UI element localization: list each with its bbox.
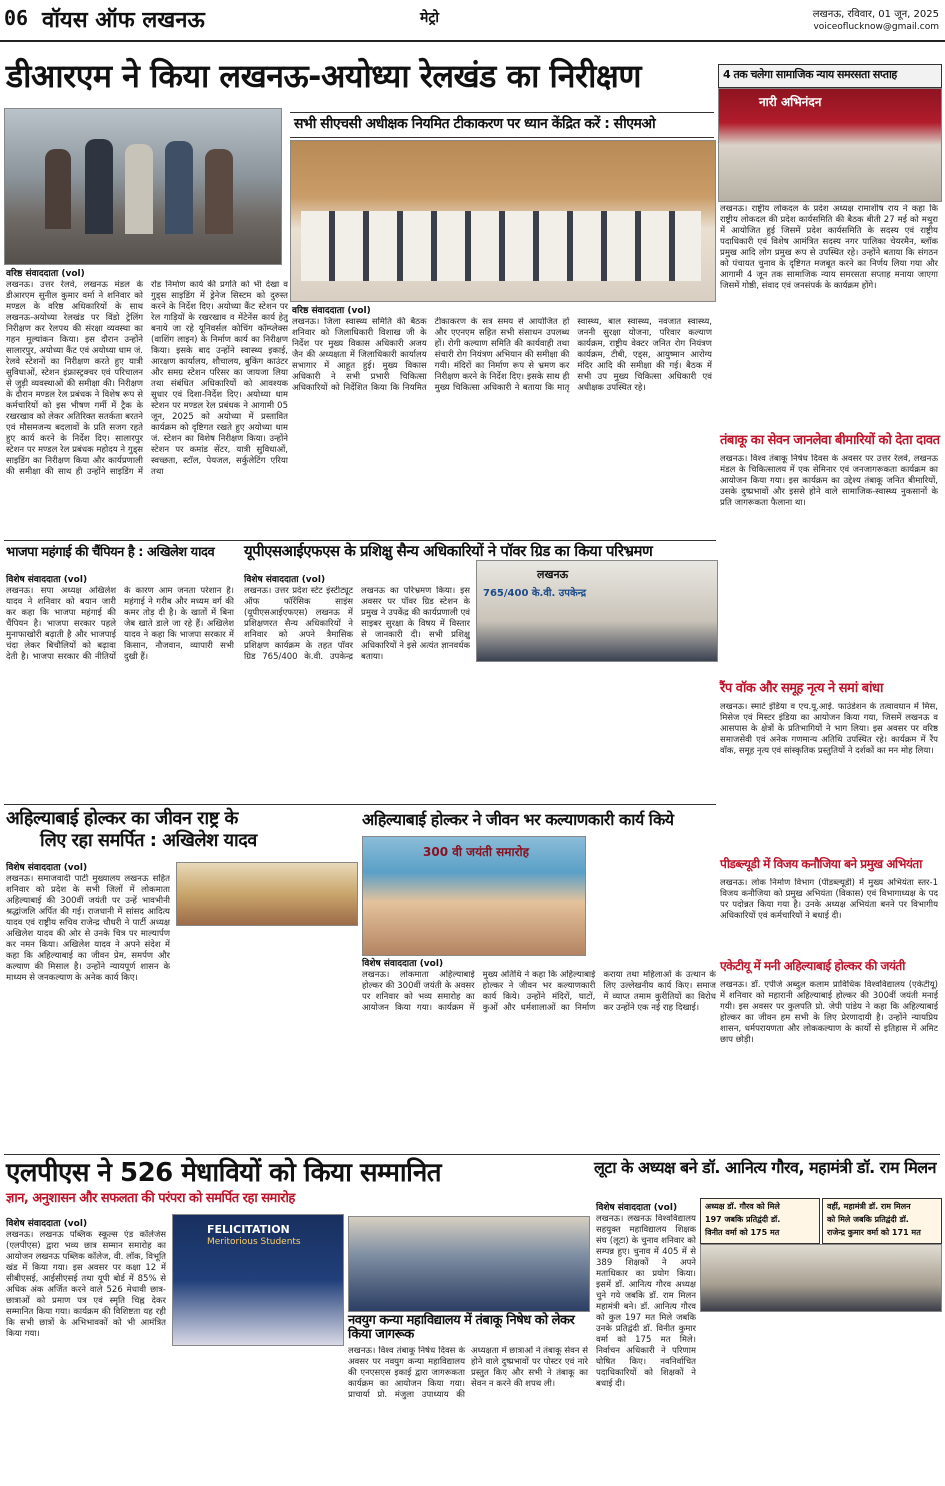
- story2-photo: [290, 140, 716, 302]
- story12-photo-sub: Meritorious Students: [207, 1237, 301, 1247]
- section-label: मेट्रो: [420, 10, 440, 26]
- story10-body: लखनऊ। समाजवादी पार्टी मुख्यालय लखनऊ सहित शनिवार को प्रदेश के सभी जिलों में लोकमाता अहिल्याबाई की 300वीं जयंती पर उन्हें भावभीनी श्रद्धांजलि अर्पित की गई। राजधानी में सांसद आदित्य यादव एवं राष्ट्रीय सचिव राजेन्द्र चौधरी ने पार्टी अध्यक्ष अखिलेश यादव की ओर से उनके चित्र पर माल्यार्पण कर नमन किया। अखिलेश यादव ने अपने संदेश में कहा कि अहिल्याबाई का जीवन प्रेम, समर्पण और कल्याण की मिसाल है। उन्होंने न्यायपूर्ण शासन के माध्यम से जनकल्याण के अनेक कार्य किए।: [6, 874, 170, 983]
- story14-photo: [700, 1244, 942, 1312]
- story12-headline: एलपीएस ने 526 मेधावियों को किया सम्मानित: [6, 1158, 442, 1188]
- story1-body: लखनऊ। उत्तर रेलवे, लखनऊ मंडल के डीआरएम सुनील कुमार वर्मा ने शनिवार को मण्डल के वरिष्ठ अधिकारियों के साथ लखनऊ-अयोध्या रेलखंड पर विंडो ट्रेलिंग निरीक्षण कर रेलपथ की संरक्षा व्यवस्था का गहन मूल्यांकन किया। इस दौरान उन्होंने सालारपुर, अयोध्या कैंट एवं अयोध्या धाम जं. रेलवे स्टेशनों का निरीक्षण करते हुए यात्री सुविधाओं, स्टेशन इंफ्रास्ट्रक्चर एवं परिचालन से जुड़ी व्यवस्थाओं की समीक्षा की। निरीक्षण के दौरान मण्डल रेल प्रबंधक ने विशेष रूप से कर्मचारियों को इस भीषण गर्मी में ट्रैक के रखरखाव को लेकर अतिरिक्त सतर्कता बरतने एवं मौसमजन्य बदलावों के प्रति सजग रहते हुए कार्य करने के निर्देश दिए। सालारपुर स्टेशन पर मण्डल रेल प्रबंधक महोदय ने गुड्स साइडिंग का निरीक्षण किया और कार्यप्रणाली की समीक्षा की साथ ही उन्होंने साइडिंग में रोड निर्माण कार्य की प्रगति को भी देखा व गुड्स साइडिंग में ड्रेनेज सिस्टम को दुरुस्त करने के निर्देश दिए। अयोध्या कैंट स्टेशन पर रेल गाड़ियों के रखरखाव व मेंटेनेंस कार्य हेतु बनाये जा रहे यूनिवर्सल कोचिंग कॉम्प्लेक्स (वाशिंग लाइन) के निर्माण कार्य का निरीक्षण किया। इसके बाद उन्होंने स्वास्थ्य इकाई, आरक्षण कार्यालय, शौचालय, बुकिंग काउंटर और समग्र स्टेशन परिसर का जायजा लिया तथा संबंधित अधिकारियों को आवश्यक सुधार एवं दिशा-निर्देश दिए। अयोध्या धाम स्टेशन पर मण्डल रेल प्रबंधक ने आगामी 05 जून, 2025 को अयोध्या में प्रस्तावित कार्यक्रम को दृष्टिगत रखते हुए अयोध्या धाम जं. स्टेशन का विशेष निरीक्षण किया। उन्होंने स्टेशन पर कमांड सेंटर, यात्री सुविधाओं, स्वच्छता, स्टॉल, पेयजल, सर्कुलेटिंग एरिया तथा: [6, 280, 288, 477]
- story9-headline: यूपीएसआईएफएस के प्रशिक्षु सैन्य अधिकारियों ने पॉवर ग्रिड का किया परिभ्रमण: [244, 542, 653, 560]
- story14-box2-line2: को मिले जबकि प्रतिद्वंदी डॉ.: [827, 1215, 909, 1224]
- story1-photo: [4, 108, 282, 265]
- story9-photo: [476, 560, 718, 662]
- story11-body-side: [590, 838, 716, 954]
- story13-photo: [348, 1216, 590, 1312]
- story5-body: लखनऊ। स्मार्ट इंडिया व एच.यू.आई. फाउंडेशन के तत्वावधान में मिस, मिसेज एवं मिस्टर इंडिया का आयोजन किया गया, जिसमें लखनऊ व आसपास के क्षेत्रों के प्रतिभागियों ने भाग लिया। इस अवसर पर वरिष्ठ समाजसेवी एवं अनेक गणमान्य अतिथि उपस्थित रहे। कार्यक्रम में रैंप वॉक, समूह नृत्य एवं सांस्कृतिक प्रस्तुतियों ने दर्शकों का मन मोह लिया।: [720, 702, 938, 756]
- divider-2: [4, 804, 716, 805]
- story14-body: लखनऊ। लखनऊ विश्वविद्यालय सहयुक्त महाविद्यालय शिक्षक संघ (लूटा) के चुनाव शनिवार को सम्पन्न हुए। चुनाव में 405 में से 389 शिक्षकों ने अपने मताधिकार का प्रयोग किया। इसमें डॉ. आनित्य गौरव अध्यक्ष चुने गये जबकि डॉ. राम मिलन महामंत्री बने। डॉ. आनित्य गौरव को कुल 197 मत मिले जबकि उनके प्रतिद्वंदी डॉ. विनीत कुमार वर्मा को 175 मत मिले। निर्वाचन अधिकारी ने परिणाम घोषित किए। नवनिर्वाचित पदाधिकारियों को शिक्षकों ने बधाई दी।: [596, 1214, 696, 1389]
- story3-photo: [718, 88, 942, 202]
- story12-subhead: ज्ञान, अनुशासन और सफलता की परंपरा को समर्पित रहा समारोह: [6, 1191, 295, 1206]
- story14-box1-line3: विनीत वर्मा को 175 मत: [705, 1228, 780, 1237]
- story11-photo: [362, 836, 586, 956]
- story4-headline: तंबाकू का सेवन जानलेवा बीमारियों को देता दावत: [720, 433, 940, 448]
- story9-byline: विशेष संवाददाता (vol): [244, 575, 326, 585]
- masthead: [0, 0, 945, 42]
- story5-headline: रैंप वॉक और समूह नृत्य ने समां बांधा: [720, 681, 883, 696]
- story10-photo: [176, 862, 358, 926]
- story6-body: लखनऊ। लोक निर्माण विभाग (पीडब्ल्यूडी) में मुख्य अभियंता स्तर-1 विजय कनौजिया को प्रमुख अभियंता (विकास) एवं विभागाध्यक्ष के पद पर पदोन्नत किया गया है। उनके अध्यक्ष अभियंता बनने पर विभागीय अधिकारियों एवं कर्मचारियों ने बधाई दी।: [720, 878, 938, 921]
- story3-headline: 4 तक चलेगा सामाजिक न्याय समरसता सप्ताह: [723, 68, 897, 81]
- story3-banner: नारी अभिनंदन: [759, 95, 822, 109]
- story2-header: [290, 112, 714, 138]
- story7-body: लखनऊ। डॉ. एपीजे अब्दुल कलाम प्राविधिक विश्वविद्यालय (एकेटीयू) में शनिवार को महारानी अहिल्याबाई होल्कर की 300वीं जयंती मनाई गयी। इस अवसर पर कुलपति प्रो. जेपी पांडेय ने कहा कि अहिल्याबाई होल्कर का जीवन हम सभी के लिए प्रेरणादायी है। उन्होंने न्यायप्रिय शासन, धर्मपरायणता और लोककल्याण के कार्यों से इतिहास में अमिट छाप छोड़ी।: [720, 980, 938, 1045]
- story6-headline: पीडब्ल्यूडी में विजय कनौजिया बने प्रमुख अभियंता: [720, 857, 922, 871]
- story11-headline: अहिल्याबाई होल्कर ने जीवन भर कल्याणकारी कार्य किये: [362, 810, 674, 829]
- divider-3: [4, 1154, 940, 1155]
- story11-body: लखनऊ। लोकमाता अहिल्याबाई होल्कर की 300वीं जयंती के अवसर पर शनिवार को भव्य समारोह का आयोजन किया गया। कार्यक्रम में मुख्य अतिथि ने कहा कि अहिल्याबाई होल्कर ने जीवन भर कल्याणकारी कार्य किये। उन्होंने मंदिरों, घाटों, कुओं और धर्मशालाओं का निर्माण कराया तथा महिलाओं के उत्थान के लिए उल्लेखनीय कार्य किए। समाज में व्याप्त तमाम कुरीतियों का विरोध कर उन्होंने एक नई राह दिखाई।: [362, 970, 716, 1013]
- story3-header: [718, 64, 942, 88]
- story13-body: लखनऊ। विश्व तंबाकू निषेध दिवस के अवसर पर नवयुग कन्या महाविद्यालय की एनएसएस इकाई द्वारा जागरूकता कार्यक्रम का आयोजन किया गया। प्राचार्या प्रो. मंजुला उपाध्याय की अध्यक्षता में छात्राओं ने तंबाकू सेवन से होने वाले दुष्प्रभावों पर पोस्टर एवं नारे प्रस्तुत किए और सभी ने तंबाकू का सेवन न करने की शपथ ली।: [348, 1346, 588, 1400]
- story12-photo-text: FELICITATION: [207, 1223, 290, 1236]
- story3-body: लखनऊ। राष्ट्रीय लोकदल के प्रदेश अध्यक्ष रामाशीष राय ने कहा कि राष्ट्रीय लोकदल की प्रदेश कार्यसमिति की बैठक बीती 27 मई को मथुरा में आयोजित हुई जिसमें प्रदेश कार्यसमिति के सदस्य एवं राष्ट्रीय पदाधिकारी एवं विशेष आमंत्रित सदस्य नगर पालिका चेयरमैन, ब्लॉक प्रमुख आदि लोग प्रमुख रूप से उपस्थित रहे। उन्होंने बताया कि संगठन को पंचायत चुनाव के दृष्टिगत मजबूत करने का निर्णय लिया गया और आगामी 4 जून तक सामाजिक न्याय समरसता सप्ताह मनाया जाएगा जिसमें गोष्ठी, संवाद एवं जनसंपर्क के कार्यक्रम होंगे।: [720, 204, 938, 291]
- story1-headline: डीआरएम ने किया लखनऊ-अयोध्या रेलखंड का निरीक्षण: [6, 57, 642, 95]
- story8-byline: विशेष संवाददाता (vol): [6, 575, 88, 585]
- story12-body: लखनऊ। लखनऊ पब्लिक स्कूल्स एंड कॉलेजेस (एलपीएस) द्वारा भव्य छात्र सम्मान समारोह का आयोजन लखनऊ पब्लिक कॉलेज, वी. लॉक, विभूति खंड में किया गया। इस अवसर पर कक्षा 12 में सीबीएसई, आईसीएसई तथा यूपी बोर्ड में 85% से अधिक अंक अर्जित करने वाले 526 मेधावी छात्र-छात्राओं को प्रमाण पत्र एवं स्मृति चिह्न देकर सम्मानित किया गया। कार्यक्रम की विशिष्टता यह रही कि सभी छात्रों के अभिभावकों को भी आमंत्रित किया गया।: [6, 1230, 166, 1339]
- story12-byline: विशेष संवाददाता (vol): [6, 1219, 88, 1229]
- story2-headline: सभी सीएचसी अधीक्षक नियमित टीकाकरण पर ध्यान केंद्रित करें : सीएमओ: [294, 116, 656, 132]
- story8-body: लखनऊ। सपा अध्यक्ष अखिलेश यादव ने शनिवार को बयान जारी कर कहा कि भाजपा महंगाई की चैंपियन है। भाजपा सरकार पहले मुनाफाखोरी बढ़ाती है और भाजपाई चंदा लेकर बिचौलियों को बढ़ावा देती है। भाजपा सरकार की नीतियों के कारण आम जनता परेशान है। महंगाई ने गरीब और मध्यम वर्ग की कमर तोड़ दी है। के खातों में बिना जेब खाते डाले जा रहे हैं। अखिलेश यादव ने कहा कि भाजपा सरकार में किसान, नौजवान, व्यापारी सभी दुखी हैं।: [6, 586, 234, 662]
- story10-byline: विशेष संवाददाता (vol): [6, 863, 88, 873]
- story14-vote-box-1: [700, 1198, 820, 1244]
- story1-byline: वरिष्ठ संवाददाता (vol): [6, 269, 85, 279]
- story2-byline: वरिष्ठ संवाददाता (vol): [292, 306, 371, 316]
- story8-headline: भाजपा महंगाई की चैंपियन है : अखिलेश यादव: [6, 545, 215, 560]
- edition-date: लखनऊ, रविवार, 01 जून, 2025: [812, 9, 939, 20]
- story14-byline: विशेष संवाददाता (vol): [596, 1203, 678, 1213]
- story10-headline-line1: अहिल्याबाई होल्कर का जीवन राष्ट्र के: [6, 808, 238, 829]
- page-number: 06: [4, 6, 29, 30]
- story12-body-continued: [172, 1348, 342, 1480]
- story9-body-continued: [476, 664, 716, 800]
- story11-byline: विशेष संवाददाता (vol): [362, 959, 444, 969]
- edition-email: voiceoflucknow@gmail.com: [813, 22, 939, 32]
- divider-1: [4, 540, 716, 541]
- story14-box2-line3: राजेन्द्र कुमार वर्मा को 171 मत: [827, 1228, 921, 1237]
- story14-vote-box-2: [822, 1198, 942, 1244]
- story12-photo: [172, 1214, 344, 1346]
- story4-body: लखनऊ। विश्व तंबाकू निषेध दिवस के अवसर पर उत्तर रेलवे, लखनऊ मंडल के चिकित्सालय में एक सेमिनार एवं जनजागरूकता कार्यक्रम का आयोजन किया गया। इस कार्यक्रम का उद्देश्य तंबाकू जनित बीमारियों, उसके दुष्प्रभावों और इससे होने वाले सामाजिक-स्वास्थ्य नुकसानों के प्रति जागरूकता फैलाना था।: [720, 454, 938, 508]
- story11-photo-text: 300 वी जयंती समारोह: [423, 845, 529, 859]
- story10-headline-line2: लिए रहा समर्पित : अखिलेश यादव: [40, 830, 257, 851]
- story9-photo-text: 765/400 के.वी. उपकेन्द्र: [483, 588, 587, 599]
- story14-box2-line1: वहीं, महामंत्री डॉ. राम मिलन: [827, 1202, 911, 1211]
- story14-body-continued: [700, 1314, 940, 1480]
- story7-headline: एकेटीयू में मनी अहिल्याबाई होल्कर की जयंती: [720, 959, 905, 973]
- story9-body: लखनऊ। उत्तर प्रदेश स्टेट इंस्टीट्यूट ऑफ फॉरेंसिक साइंस (यूपीएसआईएफएस) लखनऊ में प्रशिक्षणरत सैन्य अधिकारियों ने शनिवार को अपने त्रैमासिक प्रशिक्षण कार्यक्रम के तहत पॉवर ग्रिड 765/400 के.वी. उपकेन्द्र लखनऊ का परिभ्रमण किया। इस अवसर पर पॉवर ग्रिड स्टेशन के प्रमुख ने उपकेंद्र की कार्यप्रणाली एवं साइबर सुरक्षा के विषय में विस्तार से जानकारी दी। सभी प्रशिक्षु अधिकारियों ने इसे अत्यंत ज्ञानवर्धक बताया।: [244, 586, 470, 662]
- story13-headline: नवयुग कन्या महाविद्यालय में तंबाकू निषेध को लेकर किया जागरूक: [348, 1313, 575, 1342]
- story2-body: लखनऊ। जिला स्वास्थ्य समिति की बैठक शनिवार को जिलाधिकारी विशाख जी के निर्देश पर मुख्य विकास अधिकारी अजय जैन की अध्यक्षता में जिलाधिकारी कार्यालय सभागार में आहूत हुई। मुख्य विकास अधिकारी ने सभी प्रभारी चिकित्सा अधिकारियों को निर्देशित किया कि नियमित टीकाकरण के सत्र समय से आयोजित हों और एएनएम सहित सभी संसाधन उपलब्ध हों। रोगी कल्याण समिति की कार्यवाही तथा संचारी रोग नियंत्रण अभियान की समीक्षा की गयी। मंदिरों का निर्माण रूप से भ्रमण कर निरीक्षण करने के निर्देश दिए। इसके साथ ही मुख्य चिकित्सा अधिकारी ने बताया कि मातृ स्वास्थ्य, बाल स्वास्थ्य, नवजात स्वास्थ्य, जननी सुरक्षा योजना, परिवार कल्याण कार्यक्रम, राष्ट्रीय वेक्टर जनित रोग नियंत्रण कार्यक्रम, टीबी, एड्स, आयुष्मान आरोग्य मंदिर आदि की समीक्षा की गई। बैठक में सभी उप मुख्य चिकित्सा अधिकारी एवं अधीक्षक उपस्थित रहे।: [292, 317, 712, 393]
- brand-name: वॉयस ऑफ लखनऊ: [42, 8, 205, 33]
- story14-box1-line2: 197 जबकि प्रतिद्वंदी डॉ.: [705, 1215, 781, 1224]
- story14-box1-line1: अध्यक्ष डॉ. गौरव को मिले: [705, 1202, 780, 1211]
- story14-headline: लूटा के अध्यक्ष बने डॉ. आनित्य गौरव, महामंत्री डॉ. राम मिलन: [594, 1158, 937, 1177]
- story9-photo-city: लखनऊ: [537, 568, 569, 581]
